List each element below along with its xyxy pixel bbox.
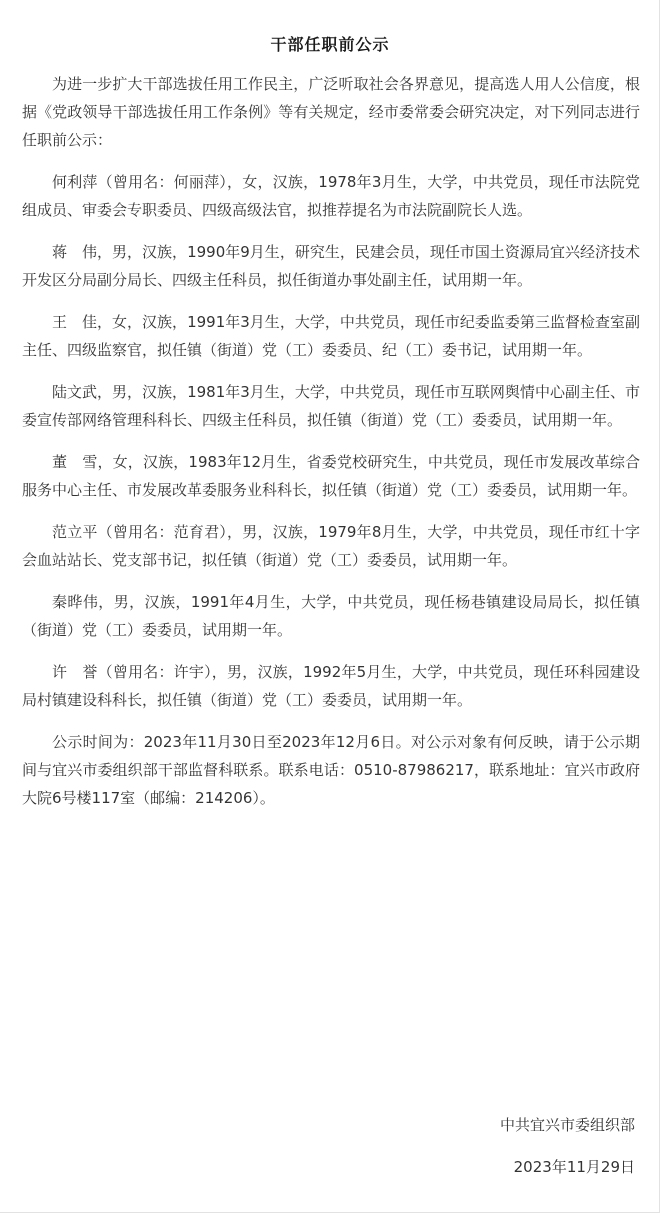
document-body: [22, 70, 640, 826]
candidate-paragraph: 蒋 伟，男，汉族，1990年9月生，研究生，民建会员，现任市国土资源局宜兴经济技术开发区分局副分局长、四级主任科员，拟任街道办事处副主任，试用期一年。: [22, 243, 640, 289]
intro-paragraph: 为进一步扩大干部选拔任用工作民主，广泛听取社会各界意见，提高选人用人公信度，根据《党政领导干部选拔任用工作条例》等有关规定，经市委常委会研究决定，对下列同志进行任职前公示：: [22, 75, 640, 149]
signature-organization: 中共宜兴市委组织部: [499, 1116, 635, 1134]
candidate-paragraph: 范立平（曾用名：范育君），男，汉族，1979年8月生，大学，中共党员，现任市红十字会血站站长、党支部书记，拟任镇（街道）党（工）委委员，试用期一年。: [22, 523, 640, 569]
candidate-paragraph: 陆文武，男，汉族，1981年3月生，大学，中共党员，现任市互联网舆情中心副主任、市委宣传部网络管理科科长、四级主任科员，拟任镇（街道）党（工）委委员，试用期一年。: [22, 383, 640, 429]
candidate-paragraph: 董 雪，女，汉族，1983年12月生，省委党校研究生，中共党员，现任市发展改革综合服务中心主任、市发展改革委服务业科科长，拟任镇（街道）党（工）委委员，试用期一年。: [22, 453, 640, 499]
candidate-paragraph: 何利萍（曾用名：何丽萍），女，汉族，1978年3月生，大学，中共党员，现任市法院党组成员、审委会专职委员、四级高级法官，拟推荐提名为市法院副院长人选。: [22, 173, 640, 219]
signature-date: 2023年11月29日: [513, 1158, 635, 1176]
candidate-paragraph: 王 佳，女，汉族，1991年3月生，大学，中共党员，现任市纪委监委第三监督检查室副主任、四级监察官，拟任镇（街道）党（工）委委员、纪（工）委书记，试用期一年。: [22, 313, 640, 359]
candidate-paragraph: 许 誉（曾用名：许宇），男，汉族，1992年5月生，大学，中共党员，现任环科园建设局村镇建设科科长，拟任镇（街道）党（工）委委员，试用期一年。: [22, 663, 640, 709]
document-title: 干部任职前公示: [270, 35, 390, 54]
candidate-paragraph: 秦晔伟，男，汉族，1991年4月生，大学，中共党员，现任杨巷镇建设局局长，拟任镇（街道）党（工）委委员，试用期一年。: [22, 593, 640, 639]
contact-paragraph: 公示时间为：2023年11月30日至2023年12月6日。对公示对象有何反映，请于公示期间与宜兴市委组织部干部监督科联系。联系电话：0510-87986217，联系地址：宜兴市政府大院6号楼117室（邮编：214206）。: [22, 733, 640, 807]
